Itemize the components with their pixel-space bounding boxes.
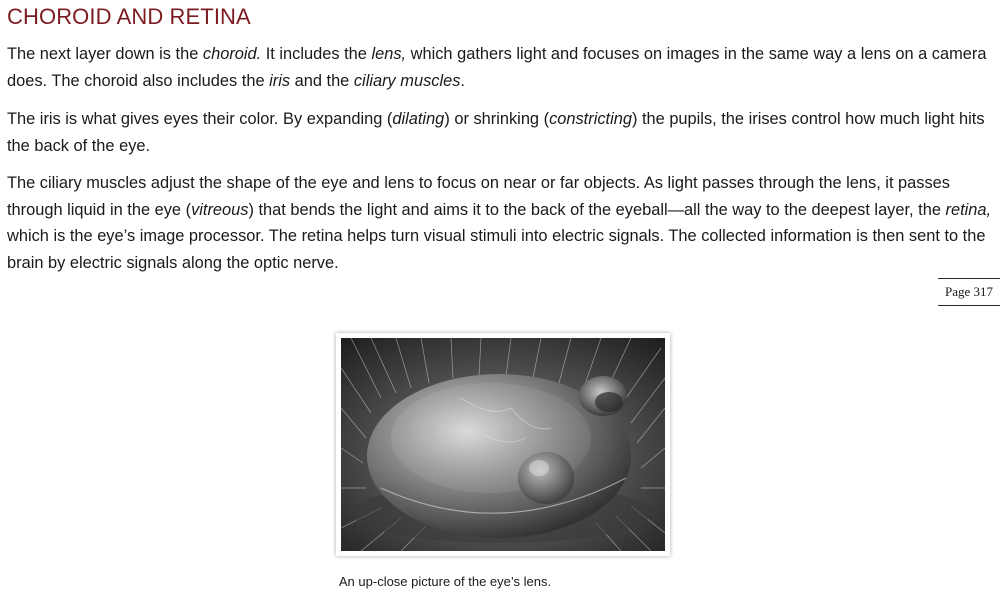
text-run: The ciliary muscles adjust the shape of the eye and lens to focus on near or far objects. As light passes through the lens, it passes through liquid in the eye ( [7,174,950,219]
lens-micrograph-image [341,338,665,551]
lens-figure [336,333,670,556]
paragraph-iris [7,106,995,159]
text-run: ) or shrinking ( [444,110,550,128]
text-run: The iris is what gives eyes their color. By expanding ( [7,110,393,128]
term-retina: retina, [945,200,992,219]
term-choroid: choroid. [202,45,262,63]
text-run: The next layer down is the [7,45,203,63]
text-run: which gathers light and focuses on images in the same way a lens on a camera does. The choroid also includes the [7,45,987,90]
text-run: . [460,71,465,90]
figure-caption: An up-close picture of the eye’s lens. [338,574,552,589]
text-run: which is the eye’s image processor. The retina helps turn visual stimuli into electric signals. The collected information is then sent to the brain by electric signals along the optic nerve. [7,227,986,272]
text-run: It includes the [261,45,372,63]
text-run: and the [290,71,354,90]
term-vitreous: vitreous [191,200,249,219]
term-ciliary-muscles: ciliary muscles [353,71,461,90]
paragraph-choroid [7,41,995,94]
term-dilating: dilating [392,110,445,128]
term-constricting: constricting [549,110,632,128]
text-run: ) that bends the light and aims it to the back of the eyeball—all the way to the deepest layer, the [248,200,946,219]
term-lens: lens, [371,45,407,63]
term-iris: iris [269,71,291,90]
text-run: ) the pupils, the irises control how much light hits the back of the eye. [7,110,985,155]
page-number-marker: Page 317 [938,278,1000,306]
section-heading: CHOROID AND RETINA [7,4,251,29]
paragraph-retina [7,170,995,276]
